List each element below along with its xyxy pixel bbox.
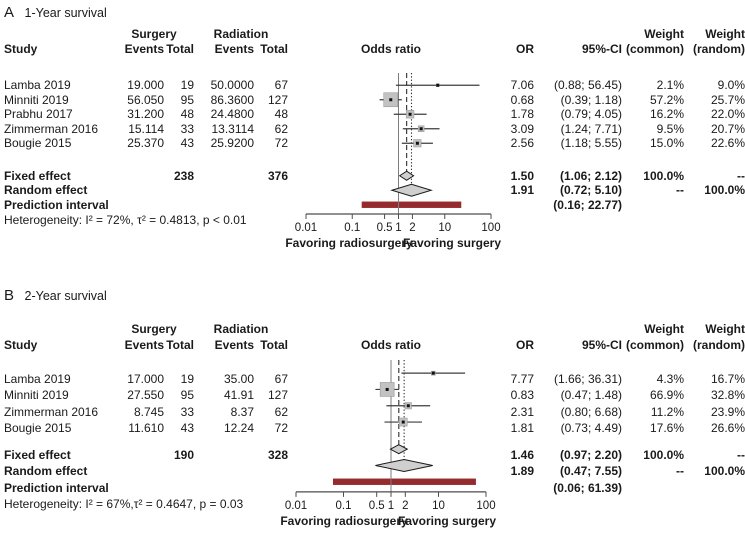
random-weight-random: 100.0% (704, 183, 745, 198)
surgery-total-cell: 33 (180, 121, 194, 136)
heterogeneity-text: Heterogeneity: I² = 72%, τ² = 0.4813, p < 0.01 (4, 213, 247, 227)
fixed-ci-value: (1.06; 2.12) (559, 168, 622, 183)
surgery-total-header: Total (166, 338, 194, 352)
random-effect-label: Random effect (4, 183, 88, 198)
prediction-interval-label: Prediction interval (4, 197, 109, 212)
axis-tick-label: 0.01 (284, 499, 308, 512)
surgery-events-cell: 25.370 (127, 136, 164, 151)
fixed-or-value: 1.50 (510, 168, 534, 183)
weight-common-cell: 66.9% (649, 388, 684, 403)
surgery-events-cell: 27.550 (127, 388, 164, 403)
prediction-interval-label: Prediction interval (4, 480, 109, 495)
panel-a (4, 4, 745, 262)
fixed-or-value: 1.46 (510, 448, 534, 463)
prediction-ci-value: (0.06; 61.39) (553, 480, 622, 495)
radiation-total-cell: 127 (267, 388, 288, 403)
or-value-cell: 1.81 (510, 421, 534, 436)
or-value-cell: 2.56 (510, 136, 534, 151)
surgery-total-cell: 43 (180, 421, 194, 436)
radiation-total-cell: 127 (267, 92, 288, 107)
radiation-total-cell: 62 (274, 404, 288, 419)
random-weight-random: 100.0% (704, 464, 745, 479)
fixed-weight-common: 100.0% (643, 448, 684, 463)
surgery-total-cell: 95 (180, 388, 194, 403)
study-name-cell: Bougie 2015 (4, 421, 72, 436)
weight-random-cell: 20.7% (710, 121, 745, 136)
prediction-interval-bar (362, 202, 462, 208)
weight-random-header-top: Weight (705, 26, 745, 41)
axis-tick-label: 10 (432, 499, 445, 512)
random-effect-diamond (392, 184, 431, 196)
weight-common-cell: 9.5% (656, 121, 684, 136)
weight-common-cell: 57.2% (649, 92, 684, 107)
panel-title: 2-Year survival (24, 289, 107, 303)
or-column-header: OR (516, 41, 534, 56)
axis-tick-label: 0.5 (368, 499, 385, 512)
study-name-cell: Lamba 2019 (4, 372, 71, 387)
fixed-surgery-total: 238 (173, 168, 194, 183)
radiation-total-header: Total (260, 41, 288, 56)
random-effect-label: Random effect (4, 464, 88, 479)
or-column-header: OR (516, 338, 534, 352)
prediction-ci-value: (0.16; 22.77) (553, 197, 622, 212)
random-weight-common: -- (676, 183, 684, 198)
surgery-total-cell: 95 (180, 92, 194, 107)
ci-value-cell: (0.39; 1.18) (560, 92, 622, 107)
surgery-group-header: Surgery (131, 322, 177, 336)
radiation-total-cell: 72 (274, 136, 288, 151)
point-estimate-marker (409, 113, 412, 116)
study-name-cell: Prabhu 2017 (4, 107, 73, 122)
odds-ratio-header: Odds ratio (360, 41, 421, 56)
ci-value-cell: (1.66; 36.31) (553, 372, 622, 387)
axis-tick-label: 10 (438, 222, 452, 234)
surgery-events-cell: 31.200 (127, 107, 164, 122)
surgery-total-cell: 33 (180, 404, 194, 419)
weight-random-cell: 22.0% (710, 107, 745, 122)
study-column-header: Study (4, 41, 38, 56)
ci-value-cell: (0.73; 4.49) (560, 421, 622, 436)
radiation-events-cell: 50.0000 (210, 78, 254, 93)
surgery-events-cell: 8.745 (133, 404, 164, 419)
fixed-surgery-total: 190 (173, 448, 194, 463)
weight-common-cell: 15.0% (649, 136, 684, 151)
radiation-events-cell: 35.00 (223, 372, 254, 387)
or-value-cell: 1.78 (510, 107, 534, 122)
axis-tick-label: 0.5 (376, 222, 393, 234)
ci-value-cell: (0.79; 4.05) (560, 107, 622, 122)
point-estimate-marker (420, 127, 423, 130)
point-estimate-marker (416, 142, 419, 145)
radiation-events-cell: 12.24 (223, 421, 254, 436)
surgery-total-header: Total (166, 41, 194, 56)
radiation-events-cell: 13.3114 (211, 121, 254, 136)
point-estimate-marker (386, 388, 389, 391)
radiation-total-cell: 72 (274, 421, 288, 436)
weight-common-cell: 17.6% (649, 421, 684, 436)
weight-random-cell: 9.0% (717, 78, 745, 93)
surgery-events-cell: 19.000 (127, 78, 164, 93)
radiation-events-cell: 86.3600 (210, 92, 254, 107)
weight-common-header-top: Weight (644, 26, 684, 41)
study-column-header: Study (4, 338, 38, 352)
weight-random-header-bottom: (random) (693, 338, 745, 352)
axis-tick-label: 0.01 (294, 222, 318, 234)
ci-column-header: 95%-CI (581, 41, 622, 56)
or-value-cell: 7.06 (510, 78, 534, 93)
surgery-total-cell: 19 (180, 78, 194, 93)
panel-letter-label: B (4, 287, 15, 304)
fixed-ci-value: (0.97; 2.20) (559, 448, 622, 463)
study-name-cell: Zimmerman 2016 (4, 404, 99, 419)
random-or-value: 1.91 (510, 183, 534, 198)
random-effect-diamond (375, 459, 432, 471)
radiation-total-cell: 67 (274, 372, 288, 387)
fixed-effect-label: Fixed effect (4, 168, 71, 183)
or-value-cell: 0.68 (510, 92, 534, 107)
radiation-events-header: Events (214, 41, 254, 56)
point-estimate-marker (436, 84, 439, 87)
weight-random-cell: 26.6% (710, 421, 745, 436)
random-ci-value: (0.72; 5.10) (559, 183, 622, 198)
ci-value-cell: (0.88; 56.45) (553, 78, 622, 93)
surgery-total-cell: 48 (180, 107, 194, 122)
study-name-cell: Minniti 2019 (4, 92, 69, 107)
favoring-radiosurgery-label: Favoring radiosurgery (285, 236, 413, 250)
radiation-total-cell: 48 (274, 107, 288, 122)
weight-common-header-bottom: (common) (626, 41, 684, 56)
weight-random-cell: 23.9% (710, 404, 745, 419)
fixed-weight-common: 100.0% (643, 168, 684, 183)
point-estimate-marker (432, 372, 435, 375)
axis-tick-label: 0.1 (335, 499, 352, 512)
surgery-group-header: Surgery (131, 26, 177, 41)
study-name-cell: Zimmerman 2016 (4, 121, 99, 136)
point-estimate-marker (402, 421, 405, 424)
surgery-total-cell: 19 (180, 372, 194, 387)
axis-tick-label: 1 (387, 499, 395, 512)
fixed-radiation-total: 328 (267, 448, 288, 463)
study-name-cell: Bougie 2015 (4, 136, 72, 151)
point-estimate-marker (389, 98, 392, 101)
forest-plot-a (285, 4, 502, 262)
surgery-total-cell: 43 (180, 136, 194, 151)
favoring-surgery-label: Favoring surgery (397, 513, 497, 528)
weight-random-cell: 25.7% (710, 92, 745, 107)
weight-common-cell: 11.2% (650, 404, 684, 419)
or-value-cell: 0.83 (510, 388, 534, 403)
weight-common-header-top: Weight (644, 322, 684, 336)
surgery-events-header: Events (124, 41, 164, 56)
fixed-effect-label: Fixed effect (4, 448, 71, 463)
ci-value-cell: (0.47; 1.48) (560, 388, 622, 403)
weight-random-header-top: Weight (705, 322, 745, 336)
panel-title: 1-Year survival (24, 6, 107, 20)
ci-value-cell: (0.80; 6.68) (560, 404, 622, 419)
surgery-events-header: Events (124, 338, 164, 352)
radiation-total-header: Total (260, 338, 288, 352)
surgery-events-cell: 15.114 (128, 121, 164, 136)
weight-random-cell: 32.8% (710, 388, 745, 403)
radiation-events-cell: 41.91 (223, 388, 254, 403)
favoring-radiosurgery-label: Favoring radiosurgery (280, 513, 408, 528)
fixed-weight-random: -- (737, 168, 745, 183)
radiation-total-cell: 62 (274, 121, 288, 136)
axis-tick-label: 0.1 (344, 222, 361, 234)
random-ci-value: (0.47; 7.55) (559, 464, 622, 479)
or-value-cell: 7.77 (510, 372, 534, 387)
random-weight-common: -- (676, 464, 684, 479)
fixed-radiation-total: 376 (267, 168, 288, 183)
fixed-weight-random: -- (737, 448, 745, 463)
weight-common-cell: 4.3% (656, 372, 684, 387)
radiation-events-cell: 25.9200 (210, 136, 254, 151)
axis-tick-label: 2 (402, 499, 409, 512)
radiation-events-cell: 24.4800 (210, 107, 254, 122)
weight-common-cell: 16.2% (649, 107, 684, 122)
point-estimate-marker (407, 404, 410, 407)
fixed-effect-diamond (390, 445, 407, 454)
study-name-cell: Lamba 2019 (4, 78, 71, 93)
forest-plot-figure (4, 4, 745, 539)
surgery-events-cell: 56.050 (127, 92, 164, 107)
panel-letter-label: A (4, 4, 15, 21)
ci-value-cell: (1.24; 7.71) (560, 121, 622, 136)
random-or-value: 1.89 (510, 464, 534, 479)
ci-value-cell: (1.18; 5.55) (560, 136, 622, 151)
study-name-cell: Minniti 2019 (4, 388, 69, 403)
prediction-interval-bar (333, 479, 476, 485)
axis-tick-label: 100 (481, 222, 501, 234)
weight-common-cell: 2.1% (656, 78, 684, 93)
favoring-surgery-label: Favoring surgery (402, 236, 502, 250)
axis-tick-label: 1 (395, 222, 402, 234)
radiation-group-header: Radiation (213, 322, 269, 336)
surgery-events-cell: 11.610 (128, 421, 164, 436)
panel-b (4, 281, 745, 539)
weight-common-header-bottom: (common) (626, 338, 684, 352)
surgery-events-cell: 17.000 (127, 372, 164, 387)
weight-random-cell: 22.6% (710, 136, 745, 151)
radiation-events-header: Events (214, 338, 254, 352)
axis-tick-label: 100 (476, 499, 496, 512)
or-value-cell: 3.09 (510, 121, 534, 136)
weight-random-header-bottom: (random) (693, 41, 745, 56)
radiation-group-header: Radiation (213, 26, 269, 41)
odds-ratio-header: Odds ratio (360, 338, 421, 352)
axis-tick-label: 2 (409, 222, 416, 234)
radiation-events-cell: 8.37 (230, 404, 254, 419)
weight-random-cell: 16.7% (710, 372, 745, 387)
or-value-cell: 2.31 (510, 404, 534, 419)
ci-column-header: 95%-CI (581, 338, 622, 352)
radiation-total-cell: 67 (274, 78, 288, 93)
heterogeneity-text: Heterogeneity: I² = 67%,τ² = 0.4647, p = 0.03 (4, 496, 244, 511)
